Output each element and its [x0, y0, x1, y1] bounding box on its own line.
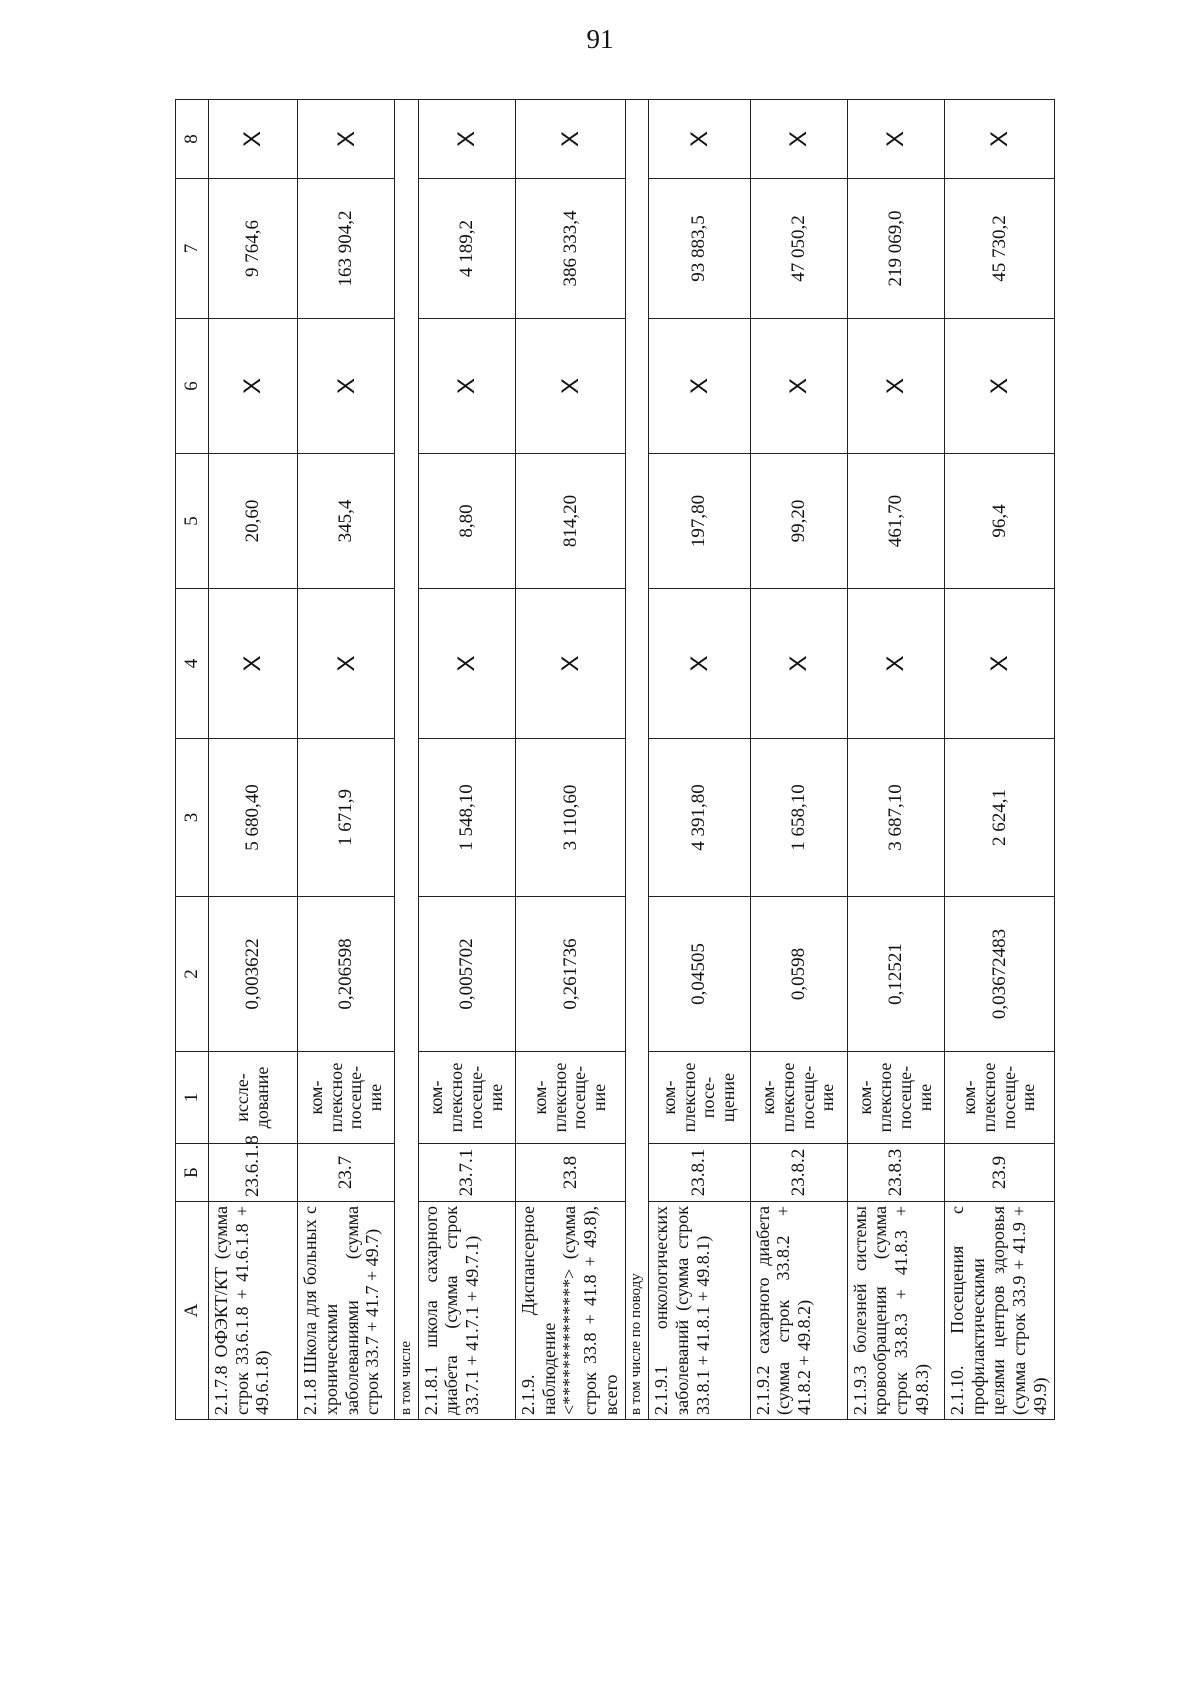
page-number: 91: [586, 24, 614, 54]
column-header: 3: [176, 739, 209, 897]
col-3-value: 3 110,60: [516, 739, 626, 897]
unit-of-measure: ком-плексное посеще-ние: [298, 1052, 395, 1144]
col-6-value: X: [945, 319, 1055, 454]
col-8-value: X: [298, 100, 395, 179]
table-body: [209, 100, 1055, 1420]
unit-of-measure: ком-плексное посеще-ние: [750, 1052, 847, 1144]
unit-of-measure: иссле-дование: [209, 1052, 298, 1144]
table-row: [516, 100, 626, 1420]
subheader-label: в том числе: [395, 100, 418, 1420]
data-table: [175, 99, 1055, 1420]
table-row: [750, 100, 847, 1420]
col-5-value: 8,80: [418, 454, 515, 589]
row-code: 23.8.1: [649, 1144, 750, 1202]
col-8-value: X: [209, 100, 298, 179]
col-8-value: X: [945, 100, 1055, 179]
column-header: 7: [176, 179, 209, 319]
col-8-value: X: [649, 100, 750, 179]
col-6-value: X: [516, 319, 626, 454]
row-code: 23.8.3: [847, 1144, 944, 1202]
row-description: 2.1.7.8 ОФЭКТ/КТ (сумма строк 33.6.1.8 + 41.6.1.8 + 49.6.1.8): [209, 1202, 298, 1420]
col-4-value: X: [649, 589, 750, 739]
col-2-value: 0,206598: [298, 897, 395, 1052]
row-description: 2.1.8 Школа для больных с хроническими заболеваниями (сумма строк 33.7 + 41.7 + 49.7): [298, 1202, 395, 1420]
column-header: 2: [176, 897, 209, 1052]
col-2-value: 0,003622: [209, 897, 298, 1052]
table-row: [418, 100, 515, 1420]
row-code: 23.6.1.8: [209, 1144, 298, 1202]
unit-of-measure: ком-плексное посеще-ние: [945, 1052, 1055, 1144]
col-4-value: X: [418, 589, 515, 739]
col-5-value: 461,70: [847, 454, 944, 589]
col-4-value: X: [847, 589, 944, 739]
table-subheader-row: [395, 100, 418, 1420]
column-header: 5: [176, 454, 209, 589]
col-7-value: 47 050,2: [750, 179, 847, 319]
unit-of-measure: ком-плексное посеще-ние: [516, 1052, 626, 1144]
row-code: 23.8.2: [750, 1144, 847, 1202]
col-2-value: 0,261736: [516, 897, 626, 1052]
col-8-value: X: [516, 100, 626, 179]
col-3-value: 5 680,40: [209, 739, 298, 897]
row-description: 2.1.10. Посещения с профилактическими целями центров здоровья (сумма строк 33.9 + 41.9 + 49.9): [945, 1202, 1055, 1420]
row-description: 2.1.8.1 школа сахарного диабета (сумма строк 33.7.1 + 41.7.1 + 49.7.1): [418, 1202, 515, 1420]
col-4-value: X: [945, 589, 1055, 739]
col-7-value: 93 883,5: [649, 179, 750, 319]
table-row: [847, 100, 944, 1420]
unit-of-measure: ком-плексное посе-щение: [649, 1052, 750, 1144]
col-5-value: 99,20: [750, 454, 847, 589]
unit-of-measure: ком-плексное посеще-ние: [847, 1052, 944, 1144]
col-6-value: X: [209, 319, 298, 454]
column-header: 6: [176, 319, 209, 454]
row-code: 23.7: [298, 1144, 395, 1202]
col-5-value: 814,20: [516, 454, 626, 589]
column-header: Б: [176, 1144, 209, 1202]
col-2-value: 0,04505: [649, 897, 750, 1052]
col-8-value: X: [847, 100, 944, 179]
col-5-value: 20,60: [209, 454, 298, 589]
table-subheader-row: [625, 100, 648, 1420]
col-7-value: 163 904,2: [298, 179, 395, 319]
col-7-value: 219 069,0: [847, 179, 944, 319]
col-3-value: 1 548,10: [418, 739, 515, 897]
col-7-value: 4 189,2: [418, 179, 515, 319]
col-2-value: 0,12521: [847, 897, 944, 1052]
col-5-value: 345,4: [298, 454, 395, 589]
row-description: 2.1.9.3 болезней системы кровообращения (сумма строк 33.8.3 + 41.8.3 + 49.8.3): [847, 1202, 944, 1420]
col-4-value: X: [516, 589, 626, 739]
col-7-value: 45 730,2: [945, 179, 1055, 319]
row-code: 23.7.1: [418, 1144, 515, 1202]
row-description: 2.1.9. Диспансерное наблюдение <**************> (сумма строк 33.8 + 41.8 + 49.8), всего: [516, 1202, 626, 1420]
col-3-value: 2 624,1: [945, 739, 1055, 897]
column-header: 4: [176, 589, 209, 739]
table-header-row: [176, 100, 209, 1420]
col-6-value: X: [649, 319, 750, 454]
col-7-value: 9 764,6: [209, 179, 298, 319]
table-row: [649, 100, 750, 1420]
col-8-value: X: [750, 100, 847, 179]
col-2-value: 0,0598: [750, 897, 847, 1052]
col-3-value: 4 391,80: [649, 739, 750, 897]
col-5-value: 197,80: [649, 454, 750, 589]
subheader-label: в том числе по поводу: [625, 100, 648, 1420]
col-3-value: 1 671,9: [298, 739, 395, 897]
row-code: 23.8: [516, 1144, 626, 1202]
rotated-table-container: [175, 100, 1055, 1420]
col-2-value: 0,005702: [418, 897, 515, 1052]
col-6-value: X: [750, 319, 847, 454]
col-3-value: 1 658,10: [750, 739, 847, 897]
table-row: [298, 100, 395, 1420]
table-row: [209, 100, 298, 1420]
row-description: 2.1.9.1 онкологических заболеваний (сумма строк 33.8.1 + 41.8.1 + 49.8.1): [649, 1202, 750, 1420]
row-description: 2.1.9.2 сахарного диабета (сумма строк 33.8.2 + 41.8.2 + 49.8.2): [750, 1202, 847, 1420]
unit-of-measure: ком-плексное посеще-ние: [418, 1052, 515, 1144]
col-7-value: 386 333,4: [516, 179, 626, 319]
col-6-value: X: [418, 319, 515, 454]
col-3-value: 3 687,10: [847, 739, 944, 897]
column-header: 1: [176, 1052, 209, 1144]
col-4-value: X: [750, 589, 847, 739]
col-6-value: X: [298, 319, 395, 454]
col-2-value: 0,03672483: [945, 897, 1055, 1052]
column-header: А: [176, 1202, 209, 1420]
col-8-value: X: [418, 100, 515, 179]
col-4-value: X: [298, 589, 395, 739]
col-5-value: 96,4: [945, 454, 1055, 589]
table-row: [945, 100, 1055, 1420]
col-4-value: X: [209, 589, 298, 739]
row-code: 23.9: [945, 1144, 1055, 1202]
column-header: 8: [176, 100, 209, 179]
col-6-value: X: [847, 319, 944, 454]
